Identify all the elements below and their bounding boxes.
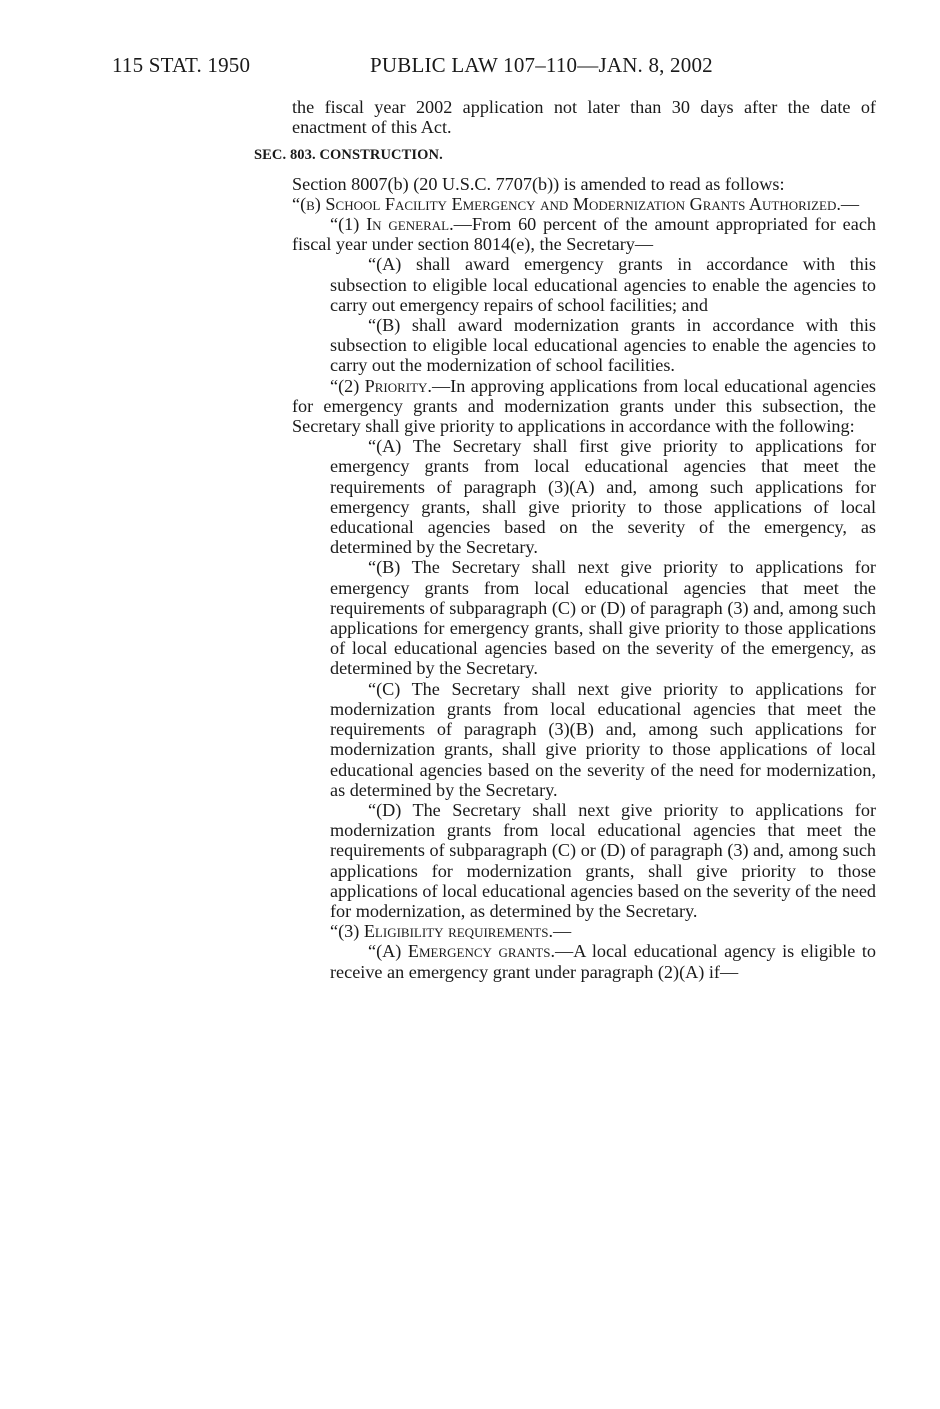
- intro-paragraph: Section 8007(b) (20 U.S.C. 7707(b)) is amended to read as follows:: [292, 173, 785, 194]
- law-identifier: PUBLIC LAW 107–110—JAN. 8, 2002: [370, 53, 713, 77]
- paragraph-1: [292, 214, 876, 254]
- paragraph-1-text: —From 60 percent of the amount appropriated for each fiscal year under section 8014(e), the Secretary—: [292, 214, 876, 255]
- section-heading: SEC. 803. CONSTRUCTION.: [254, 147, 443, 164]
- paragraph-2-c: “(C) The Secretary shall next give priority to applications for modernization grants from local educational agencies that meet the requirements of paragraph (3)(B) and, among such applications for modernization grants, shall give priority to those applications of local educational agencies based on the severity of the need for modernization, as determined by the Secretary.: [330, 678, 876, 800]
- paragraph-2-text: —In approving applications from local educational agencies for emergency grants and modernization grants under this subsection, the Secretary shall give priority to applications in accordance with the following:: [292, 375, 876, 437]
- paragraph-3-text: —: [553, 921, 572, 942]
- subsection-b-heading: “(b) School Facility Emergency and Modernization Grants Authorized.—: [292, 193, 860, 214]
- paragraph-1-b: “(B) shall award modernization grants in accordance with this subsection to eligible local educational agencies to enable the agencies to carry out the modernization of school facilities.: [330, 315, 876, 376]
- paragraph-3-label: “(3) Eligibility requirements.: [330, 921, 554, 942]
- paragraph-3-a: [330, 941, 876, 981]
- continued-paragraph: the fiscal year 2002 application not later than 30 days after the date of enactment of this Act.: [292, 97, 876, 138]
- body-text: [254, 97, 876, 982]
- paragraph-1-a: “(A) shall award emergency grants in accordance with this subsection to eligible local educational agencies to enable the agencies to carry out emergency repairs of school facilities; and: [330, 254, 876, 315]
- running-header: [112, 50, 872, 80]
- paragraph-2-d: “(D) The Secretary shall next give priority to applications for modernization grants from local educational agencies that meet the requirements of subparagraph (C) or (D) of paragraph (3) and, among such applications for modernization grants, shall give priority to those applications of local educational agencies based on the severity of the need for modernization, as determined by the Secretary.: [330, 799, 876, 921]
- paragraph-2-label: “(2) Priority.: [330, 375, 432, 396]
- paragraph-2-b: “(B) The Secretary shall next give priority to applications for emergency grants from local educational agencies that meet the requirements of subparagraph (C) or (D) of paragraph (3) and, among such applications for emergency grants, shall give priority to those applications of local educational agencies based on the severity of the emergency, as determined by the Secretary.: [330, 557, 876, 679]
- paragraph-2-a: “(A) The Secretary shall first give priority to applications for emergency grants from local educational agencies that meet the requirements of paragraph (3)(A) and, among such applications for emergency grants, shall give priority to those applications of local educational agencies based on the severity of the emergency, as determined by the Secretary.: [330, 436, 876, 558]
- page-identifier: 115 STAT. 1950: [112, 53, 251, 77]
- paragraph-2: [292, 376, 876, 437]
- paragraph-1-label: “(1) In general.: [330, 214, 454, 235]
- paragraph-3-a-label: “(A) Emergency grants.: [368, 941, 555, 962]
- paragraph-3-a-text: —A local educational agency is eligible to receive an emergency grant under paragraph (2)(A) if—: [330, 941, 876, 982]
- paragraph-3: [292, 921, 876, 941]
